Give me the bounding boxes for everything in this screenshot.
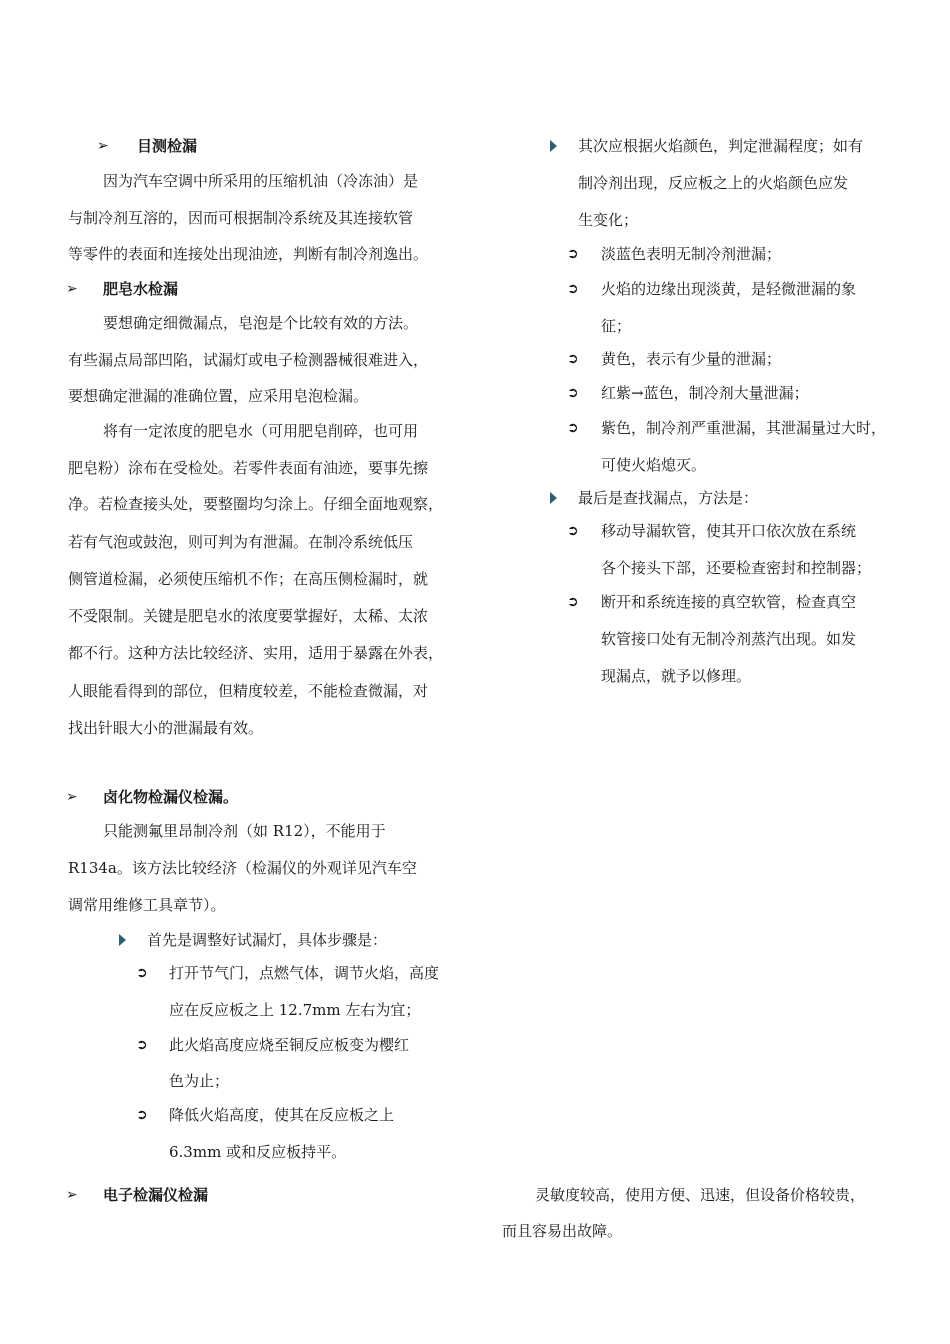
paragraph-line: 找出针眼大小的泄漏最有效。	[68, 719, 264, 737]
list-item-line: 火焰的边缘出现淡黄，是轻微泄漏的象	[601, 280, 857, 298]
list-item-line: 各个接头下部，还要检查密封和控制器；	[601, 559, 872, 577]
step-line: 其次应根据火焰颜色，判定泄漏程度；如有	[578, 137, 864, 155]
chevron-bullet-icon: ➢	[66, 281, 78, 297]
section-title-soap-water: 肥皂水检漏	[103, 280, 179, 298]
list-item-line: 紫色，制冷剂严重泄漏，其泄漏量过大时，	[601, 419, 887, 437]
paragraph-line: 要想确定泄漏的准确位置，应采用皂泡检漏。	[68, 387, 369, 405]
section-title-halide-detector: 卤化物检漏仪检漏。	[103, 788, 239, 806]
paragraph-line: 调常用维修工具章节）。	[68, 896, 226, 914]
list-item-line: 软管接口处有无制冷剂蒸汽出现。如发	[601, 630, 857, 648]
paragraph-line: 有些漏点局部凹陷，试漏灯或电子检测器械很难进入，	[68, 351, 429, 369]
triangle-bullet-icon	[119, 934, 126, 946]
list-item-line: 打开节气门，点燃气体，调节火焰，高度	[169, 964, 440, 982]
list-item-line: 移动导漏软管，使其开口依次放在系统	[601, 522, 857, 540]
list-item-line: 征；	[601, 317, 632, 335]
paragraph-line: 灵敏度较高，使用方便、迅速，但设备价格较贵，	[535, 1186, 866, 1204]
list-item-line: 现漏点，就予以修理。	[601, 667, 752, 685]
list-item-line: 淡蓝色表明无制冷剂泄漏；	[601, 245, 782, 263]
circle-arrow-bullet-icon: ➲	[567, 246, 579, 262]
circle-arrow-bullet-icon: ➲	[136, 1037, 148, 1053]
list-item-line: 黄色，表示有少量的泄漏；	[601, 350, 782, 368]
circle-arrow-bullet-icon: ➲	[136, 1107, 148, 1123]
list-item-line: 此火焰高度应烧至铜反应板变为樱红	[169, 1036, 410, 1054]
circle-arrow-bullet-icon: ➲	[567, 420, 579, 436]
circle-arrow-bullet-icon: ➲	[567, 385, 579, 401]
step-line: 最后是查找漏点，方法是：	[578, 489, 759, 507]
list-item-line: 红紫→蓝色，制冷剂大量泄漏；	[601, 384, 809, 402]
section-title-visual-inspection: 目测检漏	[137, 137, 198, 155]
paragraph-line: 人眼能看得到的部位，但精度较差，不能检查微漏，对	[68, 682, 429, 700]
circle-arrow-bullet-icon: ➲	[567, 594, 579, 610]
chevron-bullet-icon: ➢	[66, 789, 78, 805]
paragraph-line: 肥皂粉）涂布在受检处。若零件表面有油迹，要事先擦	[68, 459, 429, 477]
step-line: 首先是调整好试漏灯，具体步骤是：	[147, 931, 388, 949]
paragraph-line: 等零件的表面和连接处出现油迹，判断有制冷剂逸出。	[68, 245, 429, 263]
step-line: 生变化；	[578, 211, 639, 229]
chevron-bullet-icon: ➢	[97, 138, 109, 154]
list-item-line: 可使火焰熄灭。	[601, 456, 707, 474]
paragraph-line: 侧管道检漏，必须使压缩机不作；在高压侧检漏时，就	[68, 570, 429, 588]
list-item-line: 断开和系统连接的真空软管，检查真空	[601, 593, 857, 611]
list-item-line: 色为止；	[169, 1072, 230, 1090]
circle-arrow-bullet-icon: ➲	[567, 351, 579, 367]
list-item-line: 6.3mm 或和反应板持平。	[169, 1143, 347, 1161]
list-item-line: 降低火焰高度，使其在反应板之上	[169, 1106, 395, 1124]
paragraph-line: 要想确定细微漏点，皂泡是个比较有效的方法。	[103, 314, 419, 332]
circle-arrow-bullet-icon: ➲	[136, 965, 148, 981]
circle-arrow-bullet-icon: ➲	[567, 281, 579, 297]
step-line: 制冷剂出现，反应板之上的火焰颜色应发	[578, 174, 849, 192]
paragraph-line: R134a。该方法比较经济（检漏仪的外观详见汽车空	[68, 859, 417, 877]
triangle-bullet-icon	[550, 492, 557, 504]
paragraph-line: 将有一定浓度的肥皂水（可用肥皂削碎，也可用	[103, 422, 419, 440]
paragraph-line: 与制冷剂互溶的，因而可根据制冷系统及其连接软管	[68, 209, 414, 227]
chevron-bullet-icon: ➢	[66, 1187, 78, 1203]
list-item-line: 应在反应板之上 12.7mm 左右为宜；	[169, 1001, 421, 1019]
paragraph-line: 净。若检查接头处，要整圈均匀涂上。仔细全面地观察，	[68, 495, 444, 513]
circle-arrow-bullet-icon: ➲	[567, 523, 579, 539]
paragraph-line: 都不行。这种方法比较经济、实用，适用于暴露在外表，	[68, 644, 444, 662]
paragraph-line: 不受限制。关键是肥皂水的浓度要掌握好，太稀、太浓	[68, 607, 429, 625]
paragraph-line: 若有气泡或鼓泡，则可判为有泄漏。在制冷系统低压	[68, 533, 414, 551]
triangle-bullet-icon	[550, 140, 557, 152]
paragraph-line: 只能测氟里昂制冷剂（如 R12），不能用于	[103, 822, 386, 840]
paragraph-line: 而且容易出故障。	[502, 1222, 623, 1240]
section-title-electronic-detector: 电子检漏仪检漏	[103, 1186, 209, 1204]
paragraph-line: 因为汽车空调中所采用的压缩机油（冷冻油）是	[103, 172, 419, 190]
